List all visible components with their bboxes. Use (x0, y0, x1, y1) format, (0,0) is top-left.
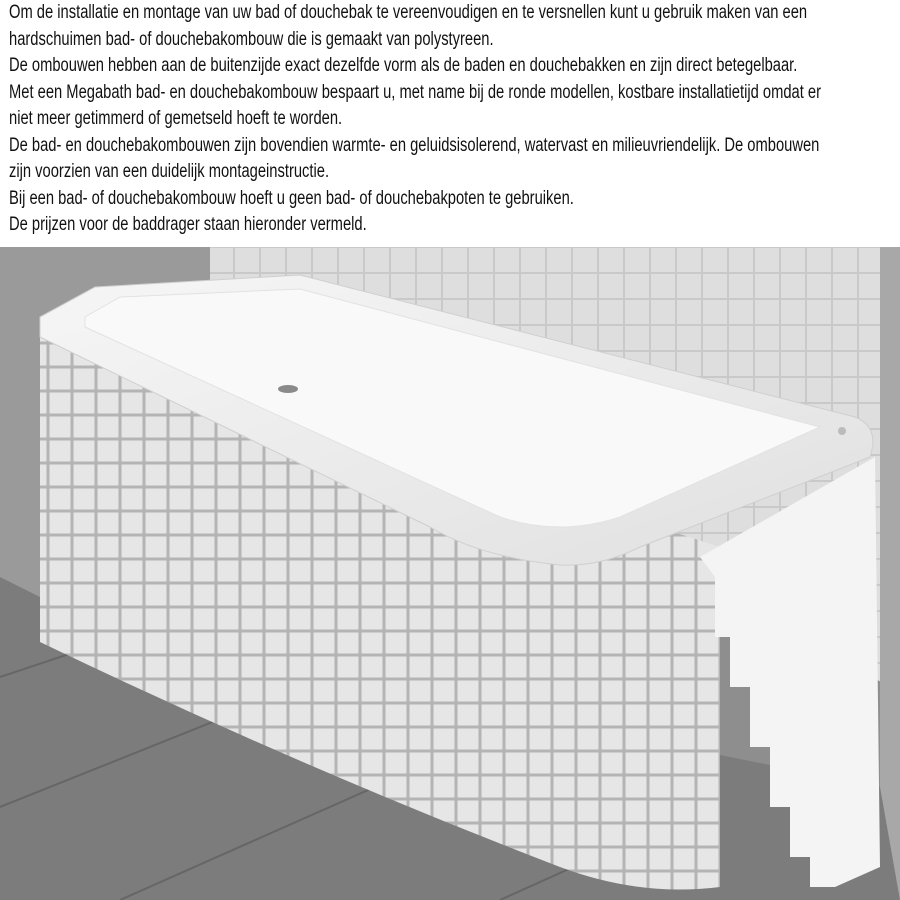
description-line: De prijzen voor de baddrager staan hieronder vermeld. (9, 214, 367, 235)
description-line: Bij een bad- of douchebakombouw hoeft u geen bad- of douchebakpoten te gebruiken. (9, 187, 574, 209)
description-line: niet meer getimmerd of gemetseld hoeft te worden. (9, 108, 343, 129)
description-line: De bad- en douchebakombouwen zijn bovendien warmte- en geluidsisolerend, watervast en milieuvriendelijk. De ombouwen (9, 134, 820, 156)
product-description (9, 0, 900, 239)
description-line: zijn voorzien van een duidelijk montageinstructie. (9, 161, 330, 182)
description-line: Met een Megabath bad- en douchebakombouw bespaart u, met name bij de ronde modellen, kostbare installatietijd omdat er (9, 81, 822, 103)
description-line: hardschuimen bad- of douchebakombouw die is gemaakt van polystyreen. (9, 28, 494, 50)
description-line: De ombouwen hebben aan de buitenzijde exact dezelfde vorm als de baden en douchebakken en zijn direct betegelbaar. (9, 55, 798, 76)
drain-icon (278, 385, 298, 393)
bath-photo (0, 247, 900, 900)
description-line: Om de installatie en montage van uw bad of douchebak te vereenvoudigen en te versnellen kunt u gebruik maken van een (9, 2, 808, 23)
